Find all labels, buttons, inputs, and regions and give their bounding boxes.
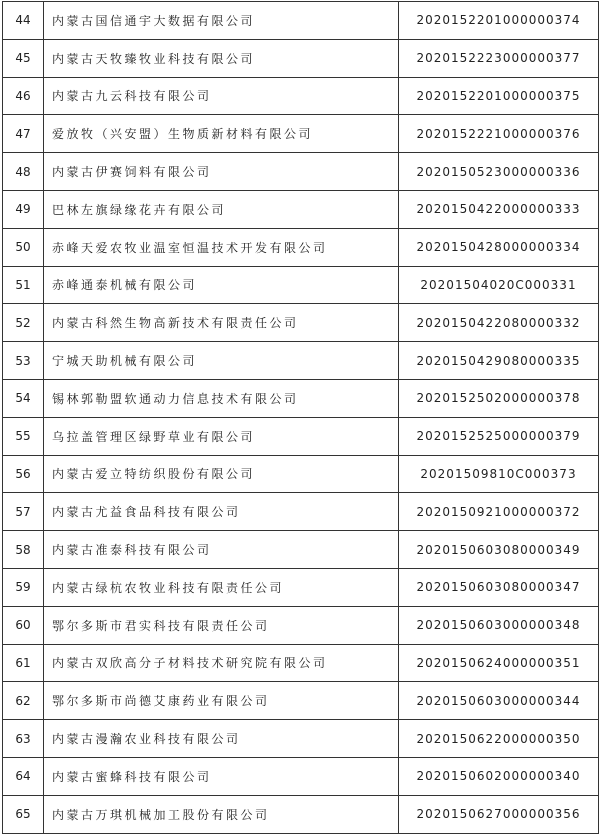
table-row xyxy=(3,153,599,191)
row-number: 57 xyxy=(3,493,44,531)
registration-code: 2020150603000000348 xyxy=(399,606,599,644)
table-row xyxy=(3,531,599,569)
registration-code: 2020152525000000379 xyxy=(399,417,599,455)
table-row xyxy=(3,417,599,455)
registration-code: 2020150603080000347 xyxy=(399,568,599,606)
registration-code: 2020152502000000378 xyxy=(399,379,599,417)
registration-code: 2020150622000000350 xyxy=(399,720,599,758)
company-name: 内蒙古双欣高分子材料技术研究院有限公司 xyxy=(44,644,399,682)
row-number: 52 xyxy=(3,304,44,342)
registration-code: 20201509810C000373 xyxy=(399,455,599,493)
registration-code: 20201504020C000331 xyxy=(399,266,599,304)
registration-code: 2020150921000000372 xyxy=(399,493,599,531)
company-name: 内蒙古绿杭农牧业科技有限责任公司 xyxy=(44,568,399,606)
registration-code: 2020152201000000374 xyxy=(399,2,599,40)
row-number: 60 xyxy=(3,606,44,644)
company-name: 内蒙古漫瀚农业科技有限公司 xyxy=(44,720,399,758)
table-row xyxy=(3,342,599,380)
registration-code: 2020150603000000344 xyxy=(399,682,599,720)
registration-code: 2020150602000000340 xyxy=(399,757,599,795)
row-number: 58 xyxy=(3,531,44,569)
table-row xyxy=(3,720,599,758)
company-name: 乌拉盖管理区绿野草业有限公司 xyxy=(44,417,399,455)
company-name: 内蒙古国信通宇大数据有限公司 xyxy=(44,2,399,40)
table-row xyxy=(3,455,599,493)
row-number: 63 xyxy=(3,720,44,758)
table-row xyxy=(3,304,599,342)
row-number: 51 xyxy=(3,266,44,304)
registration-code: 2020150422000000333 xyxy=(399,190,599,228)
row-number: 45 xyxy=(3,39,44,77)
company-name: 内蒙古万琪机械加工股份有限公司 xyxy=(44,795,399,833)
row-number: 44 xyxy=(3,2,44,40)
company-name: 内蒙古伊赛饲料有限公司 xyxy=(44,153,399,191)
table-row xyxy=(3,190,599,228)
table-row xyxy=(3,644,599,682)
table-row xyxy=(3,795,599,833)
table-row xyxy=(3,379,599,417)
table-body xyxy=(3,2,599,834)
registration-code: 2020150624000000351 xyxy=(399,644,599,682)
row-number: 59 xyxy=(3,568,44,606)
registration-code: 2020152201000000375 xyxy=(399,77,599,115)
registration-code: 2020150523000000336 xyxy=(399,153,599,191)
company-name: 巴林左旗绿缘花卉有限公司 xyxy=(44,190,399,228)
company-table xyxy=(2,1,599,834)
table-row xyxy=(3,39,599,77)
row-number: 62 xyxy=(3,682,44,720)
table-row xyxy=(3,757,599,795)
table-row xyxy=(3,568,599,606)
table-row xyxy=(3,606,599,644)
row-number: 55 xyxy=(3,417,44,455)
company-name: 爱放牧（兴安盟）生物质新材料有限公司 xyxy=(44,115,399,153)
registration-code: 2020150603080000349 xyxy=(399,531,599,569)
registration-code: 2020150422080000332 xyxy=(399,304,599,342)
row-number: 64 xyxy=(3,757,44,795)
company-name: 赤峰通泰机械有限公司 xyxy=(44,266,399,304)
row-number: 50 xyxy=(3,228,44,266)
row-number: 56 xyxy=(3,455,44,493)
company-name: 内蒙古准泰科技有限公司 xyxy=(44,531,399,569)
table-row xyxy=(3,77,599,115)
row-number: 65 xyxy=(3,795,44,833)
company-name: 鄂尔多斯市尚德艾康药业有限公司 xyxy=(44,682,399,720)
company-name: 内蒙古九云科技有限公司 xyxy=(44,77,399,115)
company-name: 内蒙古尤益食品科技有限公司 xyxy=(44,493,399,531)
company-name: 内蒙古蜜蜂科技有限公司 xyxy=(44,757,399,795)
row-number: 53 xyxy=(3,342,44,380)
company-name: 赤峰天爱农牧业温室恒温技术开发有限公司 xyxy=(44,228,399,266)
table-row xyxy=(3,228,599,266)
row-number: 48 xyxy=(3,153,44,191)
company-name: 鄂尔多斯市君实科技有限责任公司 xyxy=(44,606,399,644)
table-row xyxy=(3,2,599,40)
registration-code: 2020150627000000356 xyxy=(399,795,599,833)
company-name: 内蒙古科然生物高新技术有限责任公司 xyxy=(44,304,399,342)
company-name: 内蒙古天牧臻牧业科技有限公司 xyxy=(44,39,399,77)
company-name: 宁城天助机械有限公司 xyxy=(44,342,399,380)
row-number: 54 xyxy=(3,379,44,417)
registration-code: 2020152221000000376 xyxy=(399,115,599,153)
table-row xyxy=(3,493,599,531)
registration-code: 2020150428000000334 xyxy=(399,228,599,266)
row-number: 49 xyxy=(3,190,44,228)
row-number: 47 xyxy=(3,115,44,153)
row-number: 61 xyxy=(3,644,44,682)
table-row xyxy=(3,115,599,153)
registration-code: 2020150429080000335 xyxy=(399,342,599,380)
row-number: 46 xyxy=(3,77,44,115)
company-name: 内蒙古爱立特纺织股份有限公司 xyxy=(44,455,399,493)
table-row xyxy=(3,266,599,304)
registration-code: 2020152223000000377 xyxy=(399,39,599,77)
table-row xyxy=(3,682,599,720)
company-name: 锡林郭勒盟软通动力信息技术有限公司 xyxy=(44,379,399,417)
